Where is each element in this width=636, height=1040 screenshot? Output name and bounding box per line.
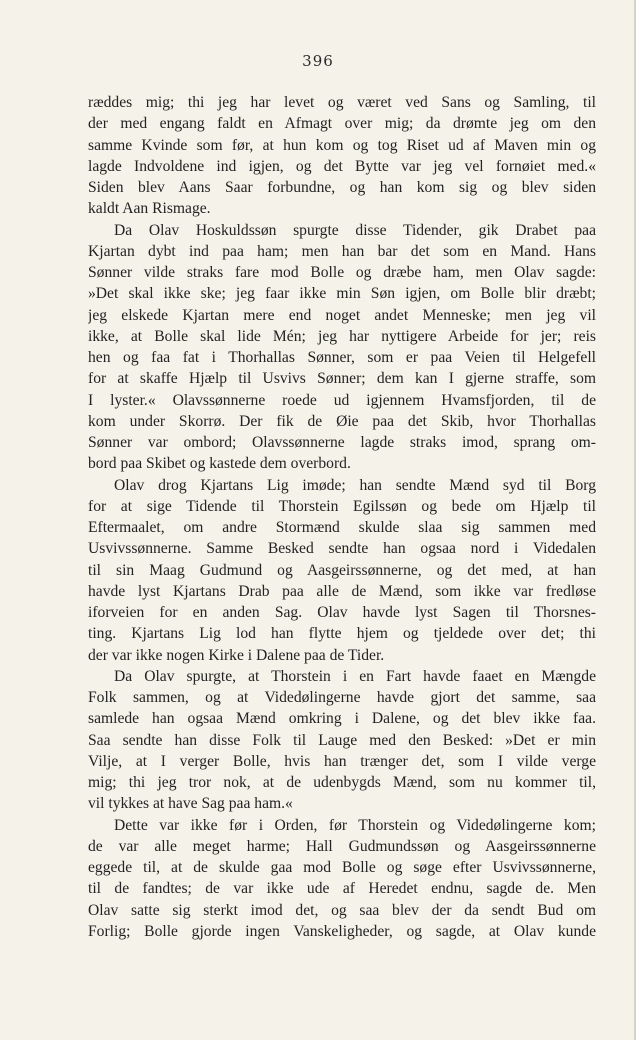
text-line: Saa sendte han disse Folk til Lauge med den Besked: »Det er min xyxy=(88,731,596,749)
text-line: Olav satte sig sterkt imod det, og saa blev der da sendt Bud om xyxy=(88,901,596,919)
text-line: for at skaffe Hjælp til Usvivs Sønner; dem kan I gjerne straffe, som xyxy=(88,370,596,388)
text-line: eggede til, at de skulde gaa mod Bolle og søge efter Usvivssønnerne, xyxy=(88,859,596,876)
text-line: Usvivssønnerne. Samme Besked sendte han ogsaa nord i Videdalen xyxy=(88,540,596,558)
text-line: Dette var ikke før i Orden, før Thorstein og Videdølingerne kom; xyxy=(114,816,596,834)
text-line: havde lyst Kjartans Drab paa alle de Mænd, som ikke var fredløse xyxy=(88,582,596,600)
text-line: Olav drog Kjartans Lig imøde; han sendte Mænd syd til Borg xyxy=(114,476,596,494)
text-line: ting. Kjartans Lig lod han flytte hjem og tjeldede over det; thi xyxy=(88,625,596,643)
text-line: Vilje, at I verger Bolle, hvis han trænger det, som I vilde verge xyxy=(88,752,596,770)
text-line: jeg elskede Kjartan mere end noget andet Menneske; men jeg vil xyxy=(88,306,596,324)
text-line: mig; thi jeg tror nok, at de udenbygds Mænd, som nu kommer til, xyxy=(88,774,596,791)
text-line: samlede han ogsaa Mænd omkring i Dalene, og det blev ikke faa. xyxy=(88,710,596,728)
text-line: Da Olav spurgte, at Thorstein i en Fart havde faaet en Mængde xyxy=(114,667,596,685)
text-line: til de fandtes; de var ikke ude af Heredet endnu, sagde de. Men xyxy=(88,880,596,898)
text-line: lagde Indvoldene ind igjen, og det Bytte var jeg vel fornøiet med.« xyxy=(88,157,596,175)
text-line: kom under Skorrø. Der fik de Øie paa det Skib, hvor Thorhallas xyxy=(88,412,596,430)
text-line: Sønner var ombord; Olavssønnerne lagde straks imod, sprang om- xyxy=(88,434,596,451)
text-line: Folk sammen, og at Videdølingerne havde gjort det samme, saa xyxy=(88,689,596,706)
text-line: vil tykkes at have Sag paa ham.« xyxy=(88,795,293,813)
text-line: Forlig; Bolle gjorde ingen Vanskeligheder, og sagde, at Olav kunde xyxy=(88,922,596,940)
text-line: der var ikke nogen Kirke i Dalene paa de Tider. xyxy=(88,646,385,664)
text-line: hen og faa fat i Thorhallas Sønner, som er paa Veien til Helgefell xyxy=(88,349,596,366)
text-line: Siden blev Aans Saar forbundne, og han kom sig og blev siden xyxy=(88,179,596,196)
text-line: til sin Maag Gudmund og Aasgeirssønnerne, og det med, at han xyxy=(88,561,596,579)
text-line: Da Olav Hoskuldssøn spurgte disse Tidender, gik Drabet paa xyxy=(114,221,596,239)
text-line: bord paa Skibet og kastede dem overbord. xyxy=(88,455,351,473)
text-line: »Det skal ikke ske; jeg faar ikke min Søn igjen, om Bolle blir dræbt; xyxy=(88,285,596,303)
text-line: for at sige Tidende til Thorstein Egilssøn og bede om Hjælp til xyxy=(88,497,596,515)
text-line: ikke, at Bolle skal lide Mén; jeg har nyttigere Arbeide for jer; reis xyxy=(88,327,596,345)
text-line: I lyster.« Olavssønnerne roede ud igjennem Hvamsfjorden, til de xyxy=(88,391,596,409)
page-number: 396 xyxy=(302,52,334,70)
text-line: Eftermaalet, om andre Stormænd skulde slaa sig sammen med xyxy=(88,519,596,536)
body-text xyxy=(88,92,596,942)
text-line: iforveien for en anden Sag. Olav havde lyst Sagen til Thorsnes- xyxy=(88,604,596,621)
text-line: Sønner vilde straks fare mod Bolle og dræbe ham, men Olav sagde: xyxy=(88,264,596,281)
text-line: kaldt Aan Rismage. xyxy=(88,200,211,218)
text-line: samme Kvinde som før, at hun kom og tog Riset ud af Maven min og xyxy=(88,136,596,154)
text-line: ræddes mig; thi jeg har levet og været ved Sans og Samling, til xyxy=(88,94,596,111)
text-line: Kjartan dybt ind paa ham; men han bar det som en Mand. Hans xyxy=(88,242,596,260)
text-line: der med engang faldt en Afmagt over mig; da drømte jeg om den xyxy=(88,115,596,133)
text-line: de var alle meget harme; Hall Gudmundssøn og Aasgeirssønnerne xyxy=(88,837,596,855)
